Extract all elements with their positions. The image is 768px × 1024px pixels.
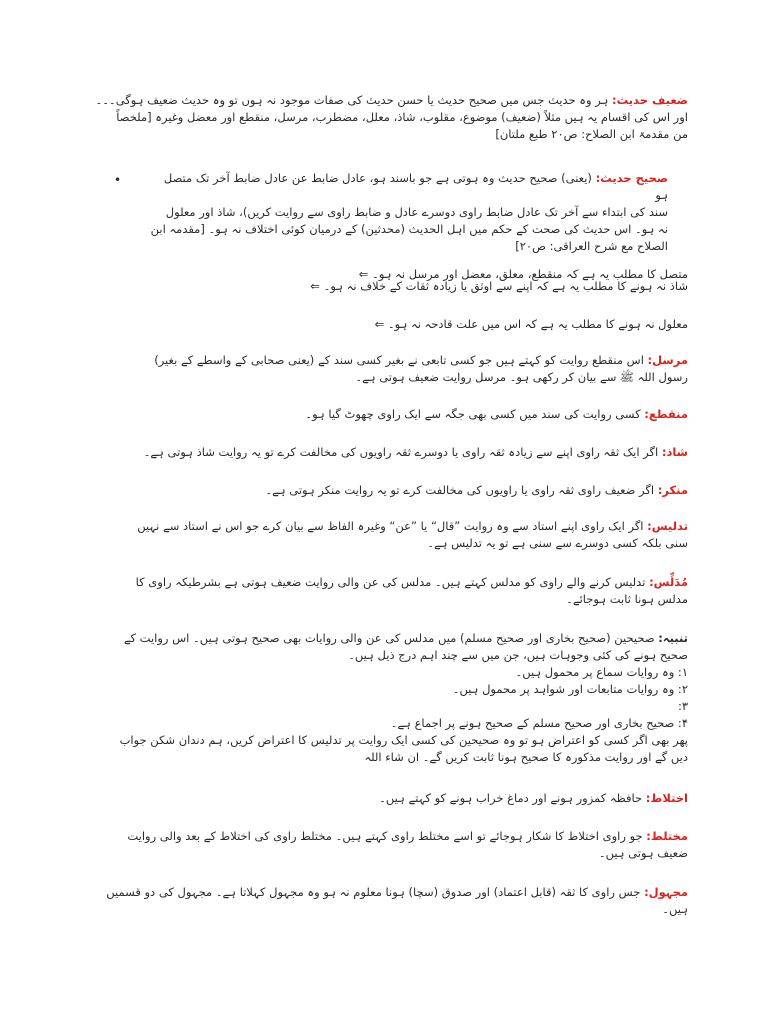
term-majhul: مجہول: xyxy=(644,885,688,899)
term-ikhtilat: اختلاط: xyxy=(645,791,688,805)
text-line: دیں گے اور روایت مذکورہ کا صحیح ہونا ثابت کریں گے۔ ان شاء اللہ xyxy=(364,750,688,764)
text-line: اگر ایک راوی اپنے استاد سے وہ روایت ”قال“ یا ”عن“ وغیرہ الفاظ سے بیان کرے جو اس نے استاد سے نہیں xyxy=(137,519,644,533)
paragraph-zaeef-hadith xyxy=(88,92,688,143)
list-item: ۴: صحیح بخاری اور صحیح مسلم کے صحیح ہونے پر اجماع ہے۔ xyxy=(390,716,688,730)
term-munqati: منقطع: xyxy=(644,407,688,421)
term-tadlis: تدلیس: xyxy=(647,519,688,533)
text-line: جو راوی اختلاط کا شکار ہوجائے تو اسے مختلط راوی کہتے ہیں۔ مختلط راوی کی اختلاط کے بعد والی روایت xyxy=(127,829,643,843)
paragraph-mukhtalit xyxy=(88,828,688,862)
term-tanbih: تنبیہ: xyxy=(658,631,688,645)
paragraph-tanbih xyxy=(88,630,688,766)
text-line: حافظہ کمزور ہونے اور دماغ خراب ہونے کو کہتے ہیں۔ xyxy=(379,791,643,805)
list-item: ۱: وہ روایات سماع پر محمول ہیں۔ xyxy=(515,665,688,679)
text-line: مدلس ہونا ثابت ہوجائے۔ xyxy=(566,592,688,606)
text-line: متصل کا مطلب یہ ہے کہ منقطع، معلق، معضل اور مرسل نہ ہو۔ xyxy=(372,267,688,281)
paragraph-mudallis xyxy=(88,574,688,608)
text-line: اگر ایک ثقہ راوی اپنے سے زیادہ ثقہ راوی یا دوسرے ثقہ راویوں کی مخالفت کرے تو یہ روایت شاذ ہوتی ہے۔ xyxy=(143,445,659,459)
arrow-left-icon: ⇐ xyxy=(358,267,369,281)
text-line: اس منقطع روایت کو کہتے ہیں جو کسی تابعی نے بغیر کسی سند کے (یعنی صحابی کے واسطے کے بغیر) xyxy=(154,353,644,367)
note-maalul xyxy=(88,316,688,333)
term-mursal: مرسل: xyxy=(647,353,688,367)
text-line: جس راوی کا ثقہ (قابل اعتماد) اور صدوق (سچا) ہونا معلوم نہ ہو وہ مجہول کہلاتا ہے۔ مجہول کی دو قسمیں xyxy=(106,885,641,899)
text-line: من مقدمۃ ابن الصلاح: ص۲۰ طبع ملتان] xyxy=(495,127,688,141)
bullet-icon: • xyxy=(114,173,122,187)
text-line: اور اس کی اقسام یہ ہیں مثلاً (ضعیف) موضوع، مقلوب، شاذ، معلل، مضطرب، مرسل، منقطع اور معضل وغیرہ [ملخصاً xyxy=(116,110,688,124)
arrow-left-icon: ⇐ xyxy=(310,279,320,293)
text-line: شاذ نہ ہونے کا مطلب یہ ہے کہ اپنے سے اوثق یا زیادہ ثقات کے خلاف نہ ہو۔ xyxy=(323,279,688,293)
paragraph-munqati xyxy=(88,406,688,423)
term-mukhtalit: مختلط: xyxy=(646,829,688,843)
text-line: اگر ضعیف راوی ثقہ راوی یا راویوں کی مخالفت کرے تو یہ روایت منکر ہوتی ہے۔ xyxy=(265,483,655,497)
text-line: پھر بھی اگر کسی کو اعتراض ہو تو وہ صحیحین کی کسی ایک روایت پر تدلیس کا اعتراض کریں، ہم دندان شکن جواب xyxy=(119,733,688,747)
text-line: سند کی ابتداء سے آخر تک عادل ضابط راوی دوسرے عادل و ضابط راوی سے روایت کریں)، شاذ اور معلول xyxy=(165,205,668,219)
note-shadh xyxy=(88,278,688,295)
term-sahih-hadith: صحیح حدیث: xyxy=(595,171,668,185)
arrow-left-icon: ⇐ xyxy=(374,317,385,331)
list-item: ۲: وہ روایات متابعات اور شواہد پر محمول ہیں۔ xyxy=(452,682,688,696)
paragraph-munkar xyxy=(88,482,688,499)
text-line: صحیحین (صحیح بخاری اور صحیح مسلم) میں مدلس کی عن والی روایات بھی صحیح ہوتی ہیں۔ اس روایت کے xyxy=(123,631,655,645)
text-line: ضعیف ہوتی ہیں۔ xyxy=(598,846,688,860)
term-zaeef-hadith: ضعیف حدیث: xyxy=(611,93,688,107)
text-line: سنی بلکہ کسی دوسرے سے سنی ہے تو یہ تدلیس ہے۔ xyxy=(427,536,688,550)
text-line: کسی روایت کی سند میں کسی بھی جگہ سے ایک راوی چھوٹ گیا ہو۔ xyxy=(305,407,641,421)
paragraph-ikhtilat xyxy=(88,790,688,807)
text-line: (یعنی) صحیح حدیث وہ ہوتی ہے جو باسند ہو، عادل ضابط عن عادل ضابط آخر تک متصل ہو xyxy=(163,171,668,202)
text-line: ہیں۔ xyxy=(662,902,688,916)
paragraph-sahih-hadith xyxy=(148,170,668,255)
text-line: رسول اللہ ﷺ سے بیان کر رکھی ہو۔ مرسل روایت ضعیف ہوتی ہے۔ xyxy=(355,370,688,384)
term-shadh: شاذ: xyxy=(661,445,688,459)
list-item: ۳: xyxy=(677,699,688,713)
term-munkar: منکر: xyxy=(657,483,688,497)
paragraph-mursal xyxy=(88,352,688,386)
term-mudallis: مُدَلِّس: xyxy=(649,575,688,589)
text-line: الصلاح مع شرح العراقی: ص۲۰] xyxy=(515,239,668,253)
text-line: معلول نہ ہونے کا مطلب یہ ہے کہ اس میں علت قادحہ نہ ہو۔ xyxy=(387,317,688,331)
paragraph-majhul xyxy=(88,884,688,918)
text-line: ہر وہ حدیث جس میں صحیح حدیث یا حسن حدیث کی صفات موجود نہ ہوں تو وہ حدیث ضعیف ہوگی۔۔۔ xyxy=(95,93,609,107)
text-line: نہ ہو۔ اس حدیث کی صحت کے حکم میں اہل الحدیث (محدثین) کے درمیان کوئی اختلاف نہ ہو۔ [مقدمہ ابن xyxy=(150,222,668,236)
paragraph-shadh xyxy=(88,444,688,461)
paragraph-tadlis xyxy=(88,518,688,552)
text-line: صحیح ہونے کی کئی وجوہات ہیں، جن میں سے چند اہم درج ذیل ہیں۔ xyxy=(348,648,688,662)
text-line: تدلیس کرنے والے راوی کو مدلس کہتے ہیں۔ مدلس کی عن والی روایت ضعیف ہوتی ہے بشرطیکہ راوی کا xyxy=(135,575,646,589)
